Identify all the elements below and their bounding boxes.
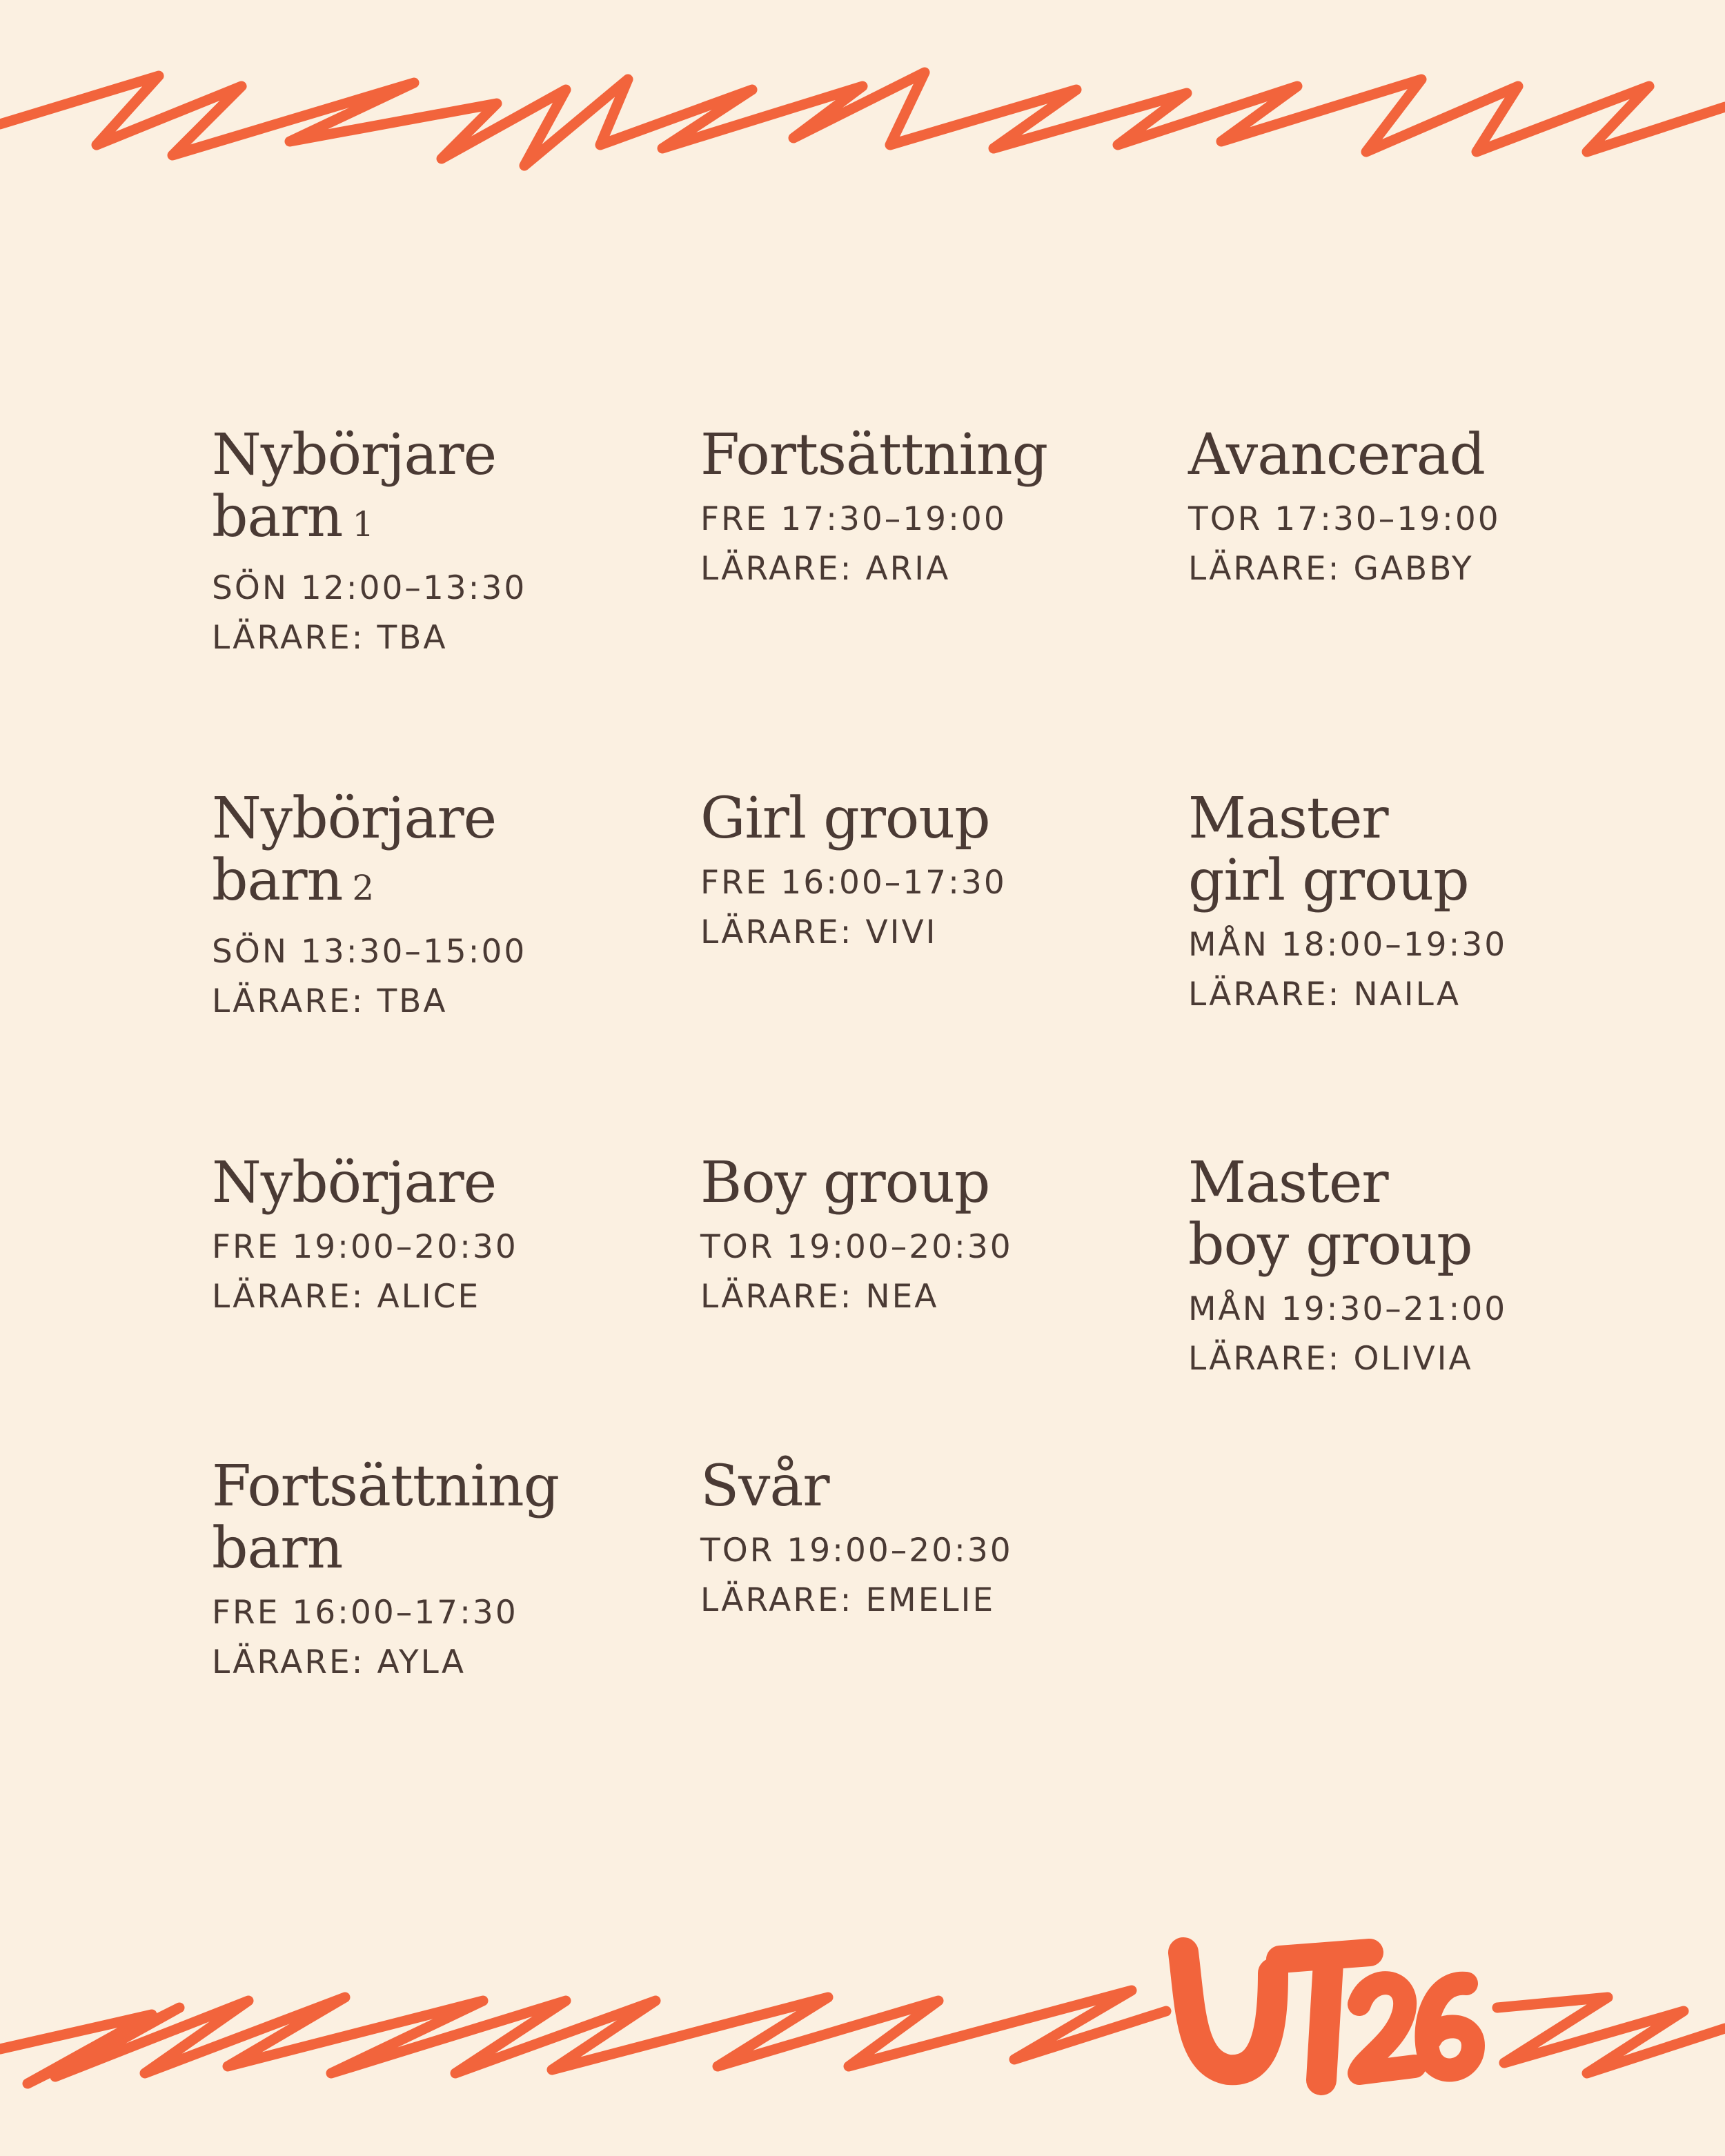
class-title: Nybörjare <box>212 1150 497 1216</box>
class-time: FRE 19:00–20:30 <box>212 1228 518 1266</box>
class-teacher: LÄRARE: AYLA <box>212 1643 466 1681</box>
class-time: TOR 19:00–20:30 <box>700 1228 1013 1266</box>
class-card-svar <box>700 1456 1142 1625</box>
class-time: SÖN 13:30–15:00 <box>212 933 527 971</box>
class-time: FRE 17:30–19:00 <box>700 500 1007 538</box>
class-teacher: LÄRARE: VIVI <box>700 913 938 951</box>
class-card-master-boy-group <box>1188 1152 1630 1384</box>
class-teacher: LÄRARE: NEA <box>700 1278 939 1316</box>
class-title: Fortsättning barn <box>212 1454 560 1581</box>
class-card-girl-group <box>700 788 1142 958</box>
class-teacher: LÄRARE: TBA <box>212 619 448 657</box>
class-time: MÅN 19:30–21:00 <box>1188 1290 1508 1328</box>
class-teacher: LÄRARE: NAILA <box>1188 976 1461 1013</box>
class-card-nyborjare-barn-2 <box>212 788 653 1027</box>
class-title: Boy group <box>700 1150 990 1216</box>
class-card-nyborjare-barn-1 <box>212 424 653 663</box>
class-teacher: LÄRARE: TBA <box>212 982 448 1020</box>
class-time: TOR 19:00–20:30 <box>700 1532 1013 1570</box>
class-card-fortsattning-barn <box>212 1456 653 1688</box>
class-teacher: LÄRARE: ALICE <box>212 1278 481 1316</box>
class-card-nyborjare <box>212 1152 653 1322</box>
class-title: Master girl group <box>1188 786 1469 913</box>
class-teacher: LÄRARE: GABBY <box>1188 550 1474 588</box>
class-title: Svår <box>700 1454 829 1519</box>
class-teacher: LÄRARE: EMELIE <box>700 1581 996 1619</box>
class-card-fortsattning <box>700 424 1142 594</box>
class-title: Avancerad <box>1188 422 1485 488</box>
class-title: Fortsättning <box>700 422 1048 488</box>
class-time: FRE 16:00–17:30 <box>700 864 1007 902</box>
class-card-master-girl-group <box>1188 788 1630 1020</box>
class-time: SÖN 12:00–13:30 <box>212 569 527 607</box>
class-card-boy-group <box>700 1152 1142 1322</box>
class-title: Nybörjare barn 1 <box>212 422 497 550</box>
class-teacher: LÄRARE: OLIVIA <box>1188 1340 1473 1378</box>
class-time: MÅN 18:00–19:30 <box>1188 926 1508 964</box>
class-time: FRE 16:00–17:30 <box>212 1594 518 1632</box>
class-card-avancerad <box>1188 424 1630 594</box>
class-title: Master boy group <box>1188 1150 1472 1278</box>
class-title: Girl group <box>700 786 990 851</box>
class-title: Nybörjare barn 2 <box>212 786 497 913</box>
class-teacher: LÄRARE: ARIA <box>700 550 951 588</box>
class-time: TOR 17:30–19:00 <box>1188 500 1501 538</box>
